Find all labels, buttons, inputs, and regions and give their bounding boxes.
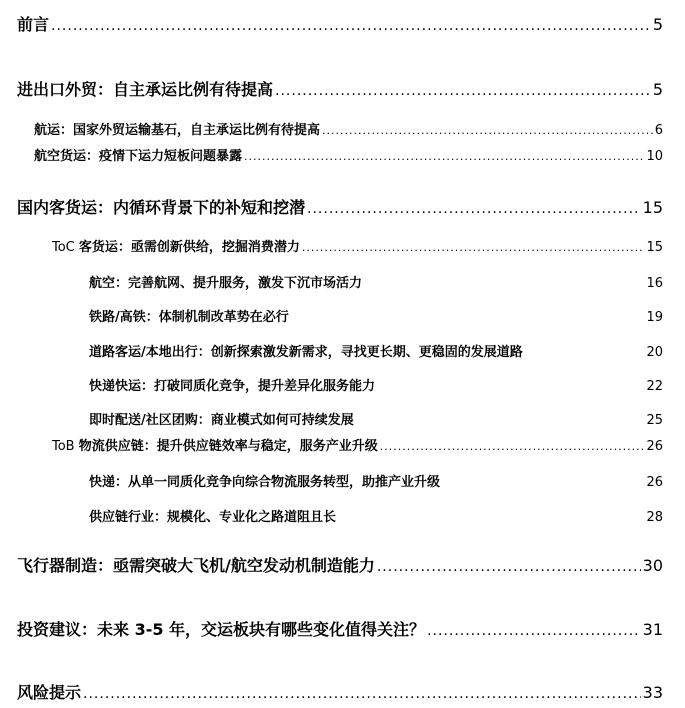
toc-title bbox=[52, 236, 300, 255]
toc-title: 飞行器制造：亟需突破大飞机/航空发动机制造能力 bbox=[17, 556, 375, 575]
toc-entry-investment[interactable] bbox=[17, 617, 663, 640]
toc-page-number: 26 bbox=[646, 475, 663, 490]
dot-leader bbox=[307, 201, 641, 217]
dot-leader bbox=[275, 83, 651, 99]
dot-leader bbox=[83, 686, 641, 702]
dot-leader bbox=[302, 241, 645, 254]
toc-title: 即时配送/社区团购：商业模式如何可持续发展 bbox=[89, 413, 354, 428]
toc-page-number: 25 bbox=[646, 413, 663, 428]
toc-entry-toc-sub[interactable] bbox=[52, 236, 663, 255]
toc-prefix: ToB bbox=[52, 439, 79, 454]
toc-entry-rail[interactable] bbox=[89, 306, 663, 325]
toc-title: 航运：国家外贸运输基石，自主承运比例有待提高 bbox=[34, 123, 321, 138]
toc-page-number: 15 bbox=[642, 198, 663, 217]
toc-title: 风险提示 bbox=[17, 683, 82, 702]
toc-title: 前言 bbox=[17, 15, 50, 34]
toc-title: 进出口外贸：自主承运比例有待提高 bbox=[17, 80, 274, 99]
toc-entry-preface[interactable] bbox=[17, 12, 663, 35]
toc-title: 航空：完善航网、提升服务，激发下沉市场活力 bbox=[89, 276, 363, 291]
toc-page-number: 10 bbox=[646, 149, 663, 164]
toc-page-number: 5 bbox=[652, 15, 663, 34]
toc-entry-instant[interactable] bbox=[89, 409, 663, 428]
toc-page-number: 22 bbox=[646, 379, 663, 394]
toc-page-number: 5 bbox=[652, 80, 663, 99]
toc-entry-shipping[interactable] bbox=[34, 119, 663, 138]
toc-entry-express[interactable] bbox=[89, 471, 663, 490]
toc-entry-express-ship[interactable] bbox=[89, 375, 663, 394]
toc-entry-road[interactable] bbox=[89, 341, 663, 360]
toc-entry-risk[interactable] bbox=[17, 680, 663, 703]
toc-entry-aircraft[interactable] bbox=[17, 553, 663, 576]
toc-page-number: 20 bbox=[646, 345, 663, 360]
toc-title: 国内客货运：内循环背景下的补短和挖潜 bbox=[17, 198, 306, 217]
toc-page-number: 30 bbox=[642, 556, 663, 575]
toc-page-number: 6 bbox=[654, 123, 663, 138]
dot-leader bbox=[51, 18, 651, 34]
toc-title: 快递：从单一同质化竞争向综合物流服务转型，助推产业升级 bbox=[89, 475, 441, 490]
toc-title: 铁路/高铁：体制机制改革势在必行 bbox=[89, 310, 289, 325]
toc-title: 快递快运：打破同质化竞争，提升差异化服务能力 bbox=[89, 379, 376, 394]
toc-page-number: 33 bbox=[642, 683, 663, 702]
toc-title-text: 物流供应链：提升供应链效率与稳定，服务产业升级 bbox=[78, 439, 378, 454]
toc-title: 投资建议：未来 3-5 年，交运板块有哪些变化值得关注？ bbox=[17, 620, 426, 639]
toc-entry-tob-sub[interactable] bbox=[52, 435, 663, 454]
toc-entry-domestic[interactable] bbox=[17, 195, 663, 218]
dot-leader bbox=[427, 623, 641, 639]
toc-title-text: 客货运：亟需创新供给，挖掘消费潜力 bbox=[78, 240, 300, 255]
toc-title: 道路客运/本地出行：创新探索激发新需求，寻找更长期、更稳固的发展道路 bbox=[89, 345, 523, 360]
toc-page-number: 16 bbox=[646, 276, 663, 291]
toc-page-number: 19 bbox=[646, 310, 663, 325]
toc-page-number: 31 bbox=[642, 620, 663, 639]
dot-leader bbox=[377, 559, 641, 575]
toc-title: 供应链行业：规模化、专业化之路道阻且长 bbox=[89, 510, 337, 525]
toc-page-number: 28 bbox=[646, 510, 663, 525]
toc-entry-air-cargo[interactable] bbox=[34, 145, 663, 164]
toc-page-number: 15 bbox=[646, 240, 663, 255]
toc-title: 航空货运：疫情下运力短板问题暴露 bbox=[34, 149, 243, 164]
toc-prefix: ToC bbox=[52, 240, 79, 255]
dot-leader bbox=[380, 440, 645, 453]
dot-leader bbox=[244, 150, 644, 163]
toc-entry-aviation[interactable] bbox=[89, 272, 663, 291]
dot-leader bbox=[322, 124, 653, 137]
toc-title bbox=[52, 435, 378, 454]
toc-entry-supply-chain[interactable] bbox=[89, 506, 663, 525]
toc-entry-trade[interactable] bbox=[17, 77, 663, 100]
toc-page-number: 26 bbox=[646, 439, 663, 454]
